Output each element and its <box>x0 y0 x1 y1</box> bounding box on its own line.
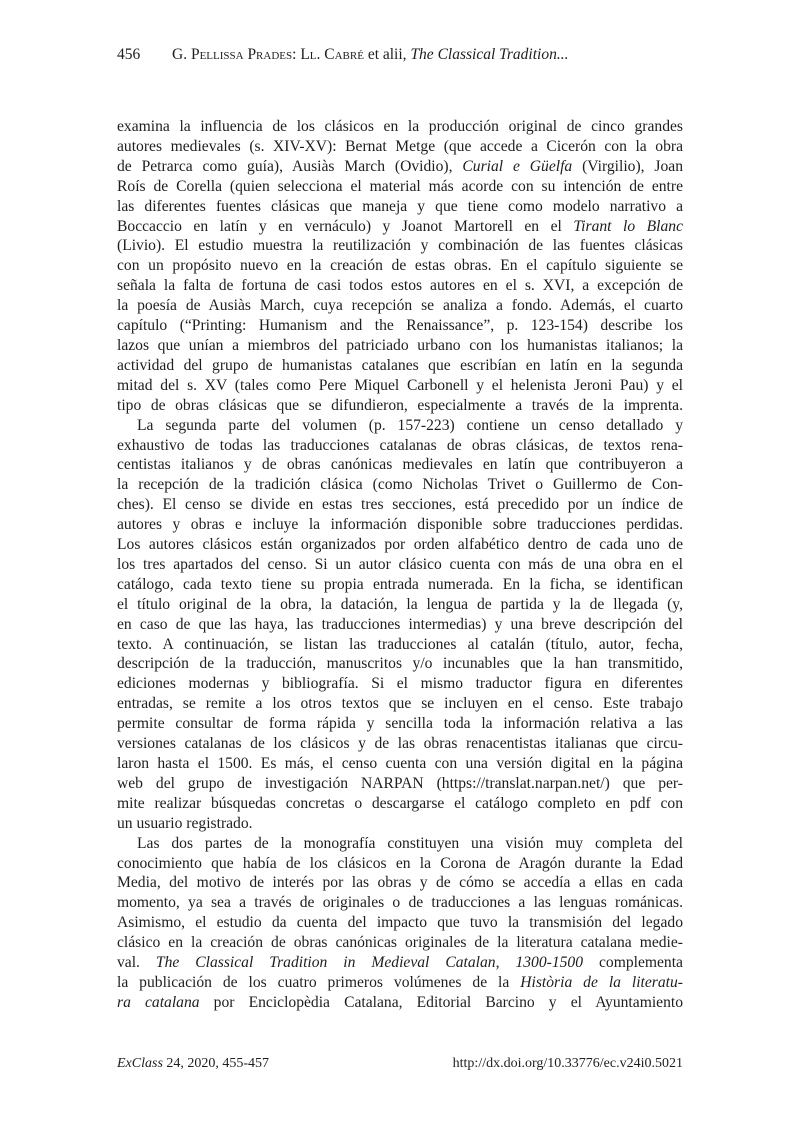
text-segment: el título original de la obra, la datación, la lengua de partida y la de llegada (y, <box>117 595 683 613</box>
text-segment: (Livio). El estudio muestra la reutilización y combinación de las fuentes clásicas <box>117 237 683 255</box>
text-line <box>117 854 683 874</box>
text-segment: actividad del grupo de humanistas catalanes que escribían en latín en la segunda <box>117 356 683 374</box>
text-segment: texto. A continuación, se listan las traducciones al catalán (título, autor, fecha, <box>117 635 683 653</box>
text-segment: conocimiento que había de los clásicos en la Corona de Aragón durante la Edad <box>117 854 683 872</box>
text-line <box>117 774 683 794</box>
text-segment: examina la influencia de los clásicos en la producción original de cinco grandes <box>117 118 683 135</box>
text-segment: la poesía de Ausiàs March, cuya recepción se analiza a fondo. Además, el cuarto <box>117 297 683 315</box>
text-line <box>117 933 683 953</box>
paragraph <box>117 834 683 1013</box>
text-line <box>117 694 683 714</box>
paragraph <box>117 117 683 416</box>
italic-title: Història de la literatu- <box>520 973 683 991</box>
page-number: 456 <box>117 46 141 63</box>
text-segment: lazos que unían a miembros del patriciado urbano con los humanistas italianos; la <box>117 336 683 354</box>
text-segment: las diferentes fuentes clásicas que maneja y que tiene como modelo narrativo a <box>117 197 683 215</box>
italic-title: Tirant lo Blanc <box>573 217 683 235</box>
text-segment: Las dos partes de la monografía constituyen una visión muy completa del <box>137 834 683 852</box>
text-line <box>117 336 683 356</box>
page-footer <box>117 1056 683 1072</box>
text-segment: capítulo (“Printing: Humanism and the Renaissance”, p. 123-154) describe los <box>117 317 683 335</box>
text-segment: un usuario registrado. <box>117 814 253 832</box>
text-line <box>117 276 683 296</box>
journal-citation <box>117 1056 269 1072</box>
text-line <box>117 455 683 475</box>
text-line <box>117 535 683 555</box>
text-line <box>117 495 683 515</box>
text-line <box>117 515 683 535</box>
text-segment: descripción de la traducción, manuscritos y/o incunables que la han transmitido, <box>117 655 683 673</box>
text-line <box>117 137 683 157</box>
text-segment: Asimismo, el estudio da cuenta del impacto que tuvo la transmisión del legado <box>117 914 683 932</box>
text-segment: ches). El censo se divide en estas tres secciones, está precedido por un índice de <box>117 496 683 514</box>
text-segment: Roís de Corella (quien selecciona el material más acorde con su intención de entre <box>117 177 683 195</box>
text-segment: val. <box>117 954 156 972</box>
text-line <box>117 913 683 933</box>
text-line <box>117 436 683 456</box>
text-segment: tipo de obras clásicas que se difundieron, especialmente a través de la imprenta. <box>117 396 683 414</box>
text-segment: complementa <box>583 954 683 972</box>
text-line <box>117 157 683 177</box>
text-line <box>117 555 683 575</box>
text-segment: por Enciclopèdia Catalana, Editorial Barcino y el Ayuntamiento <box>199 993 683 1011</box>
text-segment: permite consultar de forma rápida y sencilla toda la información relativa a las <box>117 715 683 733</box>
text-segment: Media, del motivo de interés por las obras y de cómo se accedía a ellas en cada <box>117 874 683 892</box>
reviewer-name: G. Pellissa Prades <box>172 46 293 63</box>
text-segment: con un propósito nuevo en la creación de estas obras. En el capítulo siguiente se <box>117 257 683 275</box>
text-line <box>117 296 683 316</box>
text-segment: la publicación de los cuatro primeros volúmenes de la <box>117 973 521 991</box>
text-segment: autores medievales (s. XIV-XV): Bernat Metge (que accede a Cicerón con la obra <box>117 137 683 155</box>
text-line <box>117 754 683 774</box>
text-line <box>117 873 683 893</box>
running-header <box>117 46 568 64</box>
text-line <box>117 316 683 336</box>
text-line <box>117 475 683 495</box>
text-segment: mitad del s. XV (tales como Pere Miquel Carbonell y el helenista Jeroni Pau) y el <box>117 376 683 394</box>
text-line <box>117 396 683 416</box>
journal-name: ExClass <box>117 1056 163 1071</box>
body-text <box>117 117 683 1013</box>
text-segment: catálogo, cada texto tiene su propia entrada numerada. En la ficha, se identifican <box>117 575 683 593</box>
text-segment: La segunda parte del volumen (p. 157-223) contiene un censo detallado y <box>137 416 683 434</box>
text-segment: de Petrarca como guía), Ausiàs March (Ovidio), <box>117 157 463 175</box>
text-line <box>117 834 683 854</box>
italic-title: Curial e Güelfa <box>462 157 573 175</box>
text-segment: exhaustivo de todas las traducciones catalanas de obras clásicas, de textos rena- <box>117 436 683 454</box>
italic-title: ra catalana <box>117 993 200 1011</box>
text-line <box>117 117 683 137</box>
text-line <box>117 376 683 396</box>
text-segment: web del grupo de investigación NARPAN (https://translat.narpan.net/) que per- <box>117 774 683 792</box>
volume-pages: 24, 2020, 455-457 <box>162 1056 270 1071</box>
paragraph <box>117 416 683 834</box>
text-line <box>117 575 683 595</box>
text-segment: en caso de que las haya, las traducciones intermedias) y una breve descripción del <box>117 615 683 633</box>
text-segment: la recepción de la tradición clásica (como Nicholas Trivet o Guillermo de Con- <box>117 476 683 494</box>
text-line <box>117 993 683 1013</box>
text-line <box>117 177 683 197</box>
text-line <box>117 893 683 913</box>
text-line <box>117 714 683 734</box>
text-line <box>117 595 683 615</box>
book-authors: Ll. Cabré <box>300 46 364 63</box>
text-line <box>117 236 683 256</box>
book-title: The Classical Tradition... <box>410 46 569 63</box>
text-line <box>117 953 683 973</box>
text-line <box>117 217 683 237</box>
text-line <box>117 416 683 436</box>
text-segment: señala la falta de fortuna de casi todos estos autores en el s. XVI, a excepción de <box>117 277 683 295</box>
text-segment: los tres apartados del censo. Si un autor clásico cuenta con más de una obra en el <box>117 555 683 573</box>
text-line <box>117 197 683 217</box>
text-segment: mite realizar búsquedas concretas o descargarse el catálogo completo en pdf con <box>117 794 683 812</box>
text-line <box>117 794 683 814</box>
text-segment: ediciones modernas y bibliografía. Si el mismo traductor figura en diferentes <box>117 675 683 693</box>
italic-title: The Classical Tradition in Medieval Catalan, 1300-1500 <box>155 954 584 972</box>
text-segment: entradas, se remite a los otros textos que se incluyen en el censo. Este trabajo <box>117 695 683 713</box>
text-segment: (Virgilio), Joan <box>572 157 683 175</box>
text-line <box>117 814 683 834</box>
text-line <box>117 635 683 655</box>
text-line <box>117 654 683 674</box>
text-line <box>117 615 683 635</box>
text-segment: centistas italianos y de obras canónicas medievales en latín que contribuyeron a <box>117 456 683 474</box>
text-segment: autores y obras e incluye la información disponible sobre traducciones perdidas. <box>117 516 683 534</box>
text-line <box>117 356 683 376</box>
text-segment: laron hasta el 1500. Es más, el censo cuenta con una versión digital en la página <box>117 755 683 772</box>
header-separator: : <box>292 46 301 63</box>
text-line <box>117 674 683 694</box>
text-line <box>117 734 683 754</box>
et-alii: et alii, <box>363 46 411 63</box>
text-segment: versiones catalanas de los clásicos y de las obras renacentistas italianas que circu- <box>117 735 683 753</box>
text-segment: Boccaccio en latín y en vernáculo) y Joanot Martorell en el <box>117 217 574 235</box>
text-segment: clásico en la creación de obras canónicas originales de la literatura catalana medie- <box>117 934 683 952</box>
doi-link[interactable]: http://dx.doi.org/10.33776/ec.v24i0.5021 <box>452 1056 683 1071</box>
text-segment: Los autores clásicos están organizados por orden alfabético dentro de cada uno de <box>117 536 683 554</box>
text-segment: momento, ya sea a través de originales o de traducciones a las lenguas románicas. <box>117 894 683 912</box>
text-line <box>117 973 683 993</box>
text-line <box>117 256 683 276</box>
